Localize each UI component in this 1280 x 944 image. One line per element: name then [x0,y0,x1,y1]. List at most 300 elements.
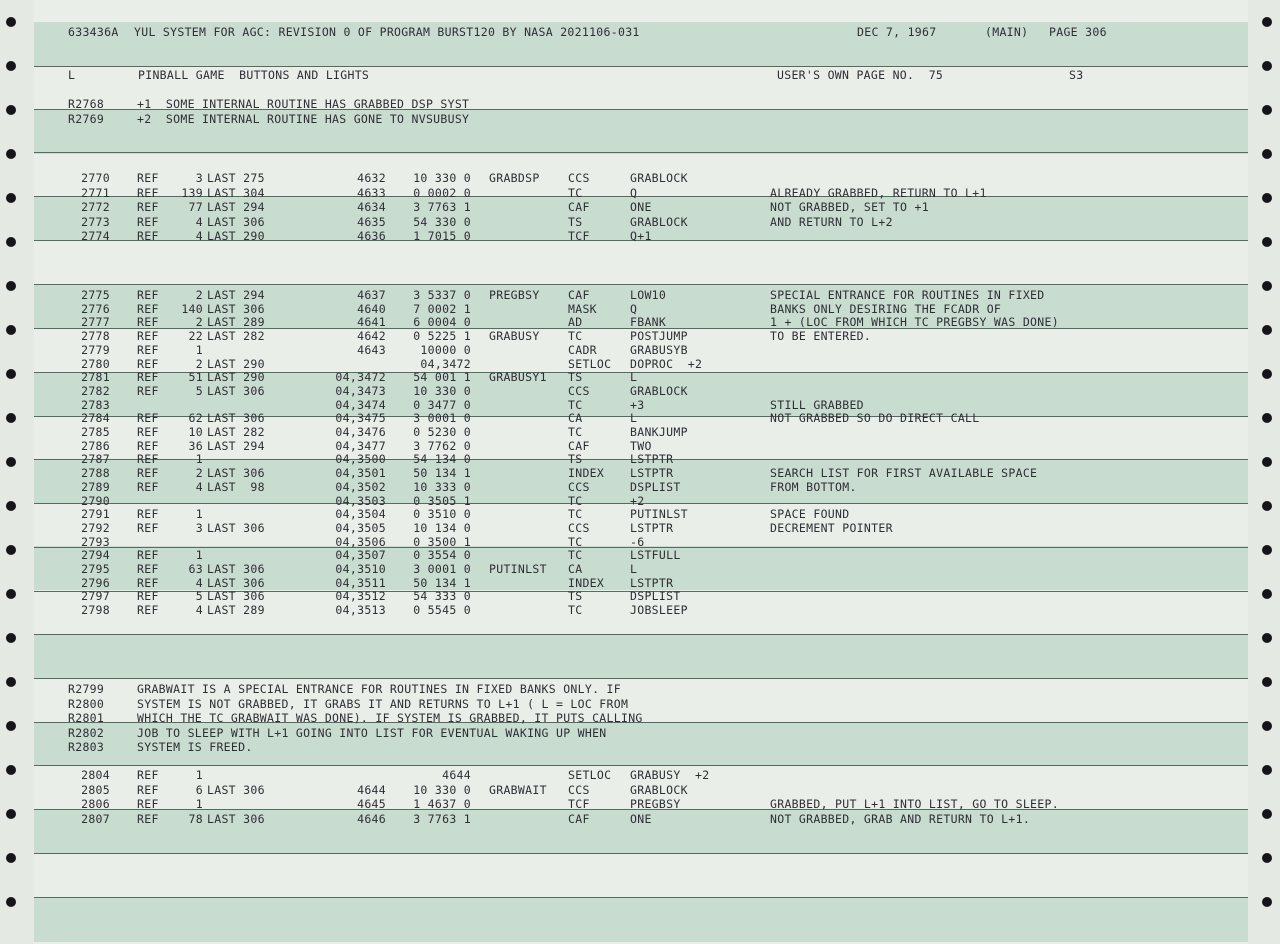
last-reference: LAST 294 [207,200,265,214]
comment: FROM BOTTOM. [770,479,857,494]
ref-count: 5 [195,383,203,398]
ref-count: 10 [188,425,203,439]
card-number: 2774 [81,229,110,243]
octal-word: 7 0002 1 [413,301,471,316]
opcode: SETLOC [568,356,612,371]
ref-keyword: REF [137,383,159,398]
memory-address: 4646 [357,811,386,826]
log-section-title: PINBALL GAME BUTTONS AND LIGHTS [138,68,370,82]
operand: ONE [630,200,652,214]
printout-rule [34,897,1248,898]
octal-word: 0 3554 0 [413,548,471,563]
ref-keyword: REF [137,229,159,243]
last-reference: LAST 290 [207,356,265,371]
listing-date: DEC 7, 1967 [857,25,937,39]
ref-count: 5 [195,589,203,604]
ref-keyword: REF [137,214,159,229]
octal-word: 54 134 0 [413,452,471,467]
memory-address: 04,3474 [335,397,386,412]
card-number: 2787 [81,452,110,467]
opcode: CA [568,562,583,576]
card-number: 2791 [81,507,110,522]
card-number: 2785 [81,425,110,439]
comment: NOT GRABBED SO DO DIRECT CALL [770,411,980,426]
ref-keyword: REF [137,200,159,214]
ref-count: 36 [188,438,203,453]
memory-address: 04,3512 [335,589,386,604]
last-reference: LAST 306 [207,466,265,481]
octal-word: 3 7763 1 [413,200,471,214]
opcode: CCS [568,782,590,797]
ref-count: 63 [188,562,203,576]
octal-word: 54 001 1 [413,370,471,385]
memory-address: 4641 [357,315,386,330]
remark-text: WHICH THE TC GRABWAIT WAS DONE). IF SYSTEM IS GRABBED, IT PUTS CALLING [137,711,643,725]
ref-keyword: REF [137,288,159,302]
tractor-feed-hole [6,325,16,335]
tractor-feed-hole [6,281,16,291]
ref-count: 51 [188,370,203,385]
card-number: 2786 [81,438,110,453]
ref-count: 4 [195,214,203,229]
operand: PUTINLST [630,507,688,522]
opcode: CCS [568,479,590,494]
last-reference: LAST 306 [207,575,265,590]
last-reference: LAST 289 [207,315,265,330]
remark-card-number: R2769 [68,111,105,126]
octal-word: 50 134 1 [413,466,471,481]
green-bar-band [34,898,1248,942]
card-number: 2772 [81,200,110,214]
tractor-feed-hole [6,809,16,819]
octal-word: 10 333 0 [413,479,471,494]
memory-address: 04,3506 [335,534,386,549]
printout-rule [34,284,1248,285]
comment: TO BE ENTERED. [770,329,872,344]
comment: 1 + (LOC FROM WHICH TC PREGBSY WAS DONE) [770,315,1059,330]
card-number: 2806 [81,797,110,811]
operand: DSPLIST [630,589,681,604]
tractor-feed-hole [1262,105,1272,115]
octal-word: 1 4637 0 [413,797,471,811]
ref-keyword: REF [137,466,159,481]
tractor-feed-hole [1262,677,1272,687]
memory-address: 4635 [357,214,386,229]
memory-address: 4643 [357,342,386,357]
tractor-feed-hole [1262,149,1272,159]
octal-word: 0 5225 1 [413,329,471,344]
ref-count: 4 [195,229,203,243]
printout-rule [34,765,1248,766]
ref-count: 139 [181,185,203,200]
last-reference: LAST 306 [207,782,265,797]
operand: GRABLOCK [630,383,688,398]
last-reference: LAST 306 [207,383,265,398]
ref-count: 22 [188,329,203,344]
operand: LSTPTR [630,575,674,590]
tractor-feed-hole [6,105,16,115]
last-reference: LAST 306 [207,562,265,576]
ref-count: 78 [188,811,203,826]
last-reference: LAST 282 [207,425,265,439]
card-number: 2776 [81,301,110,316]
memory-address: 04,3500 [335,452,386,467]
card-number: 2788 [81,466,110,481]
card-number: 2775 [81,288,110,302]
ref-keyword: REF [137,452,159,467]
opcode: SETLOC [568,768,612,782]
operand: -6 [630,534,645,549]
card-number: 2797 [81,589,110,604]
ref-count: 62 [188,411,203,426]
operand: GRABLOCK [630,214,688,229]
tractor-feed-hole [6,369,16,379]
last-reference: LAST 306 [207,411,265,426]
ref-keyword: REF [137,171,159,185]
card-number: 2773 [81,214,110,229]
opcode: CAF [568,438,590,453]
octal-word: 10 330 0 [413,782,471,797]
operand: LSTFULL [630,548,681,563]
opcode: TS [568,589,583,604]
ref-keyword: REF [137,768,159,782]
listing-page-number: PAGE 306 [1049,25,1107,39]
ref-count: 4 [195,479,203,494]
tractor-feed-hole [6,853,16,863]
card-number: 2782 [81,383,110,398]
memory-address: 4633 [357,185,386,200]
ref-count: 1 [195,768,203,782]
opcode: CCS [568,520,590,535]
memory-address: 04,3503 [335,493,386,508]
opcode: TS [568,452,583,467]
memory-address: 4642 [357,329,386,344]
octal-word: 54 330 0 [413,214,471,229]
opcode: CCS [568,171,590,185]
tractor-feed-hole [1262,193,1272,203]
operand: PREGBSY [630,797,681,811]
card-number: 2795 [81,562,110,576]
comment: DECREMENT POINTER [770,520,893,535]
octal-word: 3 7762 0 [413,438,471,453]
operand: GRABUSY +2 [630,768,710,782]
log-section-tag: L [68,68,76,82]
tractor-feed-hole [1262,61,1272,71]
operand: LSTPTR [630,466,674,481]
opcode: TC [568,329,583,344]
tractor-feed-hole [6,193,16,203]
octal-word: 0 3477 0 [413,397,471,412]
ref-keyword: REF [137,329,159,344]
comment: STILL GRABBED [770,397,864,412]
card-number: 2798 [81,603,110,618]
opcode: CAF [568,288,590,302]
tractor-feed-hole [1262,765,1272,775]
ref-count: 1 [195,797,203,811]
ref-count: 6 [195,782,203,797]
octal-word: 10 330 0 [413,171,471,185]
ref-count: 2 [195,356,203,371]
operand: BANKJUMP [630,425,688,439]
card-number: 2771 [81,185,110,200]
memory-address: 04,3501 [335,466,386,481]
card-number: 2796 [81,575,110,590]
operand: GRABLOCK [630,171,688,185]
tractor-feed-hole [1262,237,1272,247]
tractor-feed-hole [1262,369,1272,379]
ref-keyword: REF [137,589,159,604]
card-number: 2807 [81,811,110,826]
comment: BANKS ONLY DESIRING THE FCADR OF [770,301,1002,316]
opcode: TS [568,370,583,385]
operand: Q [630,185,638,200]
opcode: TC [568,603,583,618]
tractor-feed-hole [6,589,16,599]
octal-word: 04,3472 [420,356,471,371]
memory-address: 04,3502 [335,479,386,494]
opcode: TC [568,425,583,439]
operand: Q+1 [630,229,652,243]
ref-keyword: REF [137,603,159,618]
memory-address: 04,3472 [335,370,386,385]
opcode: TCF [568,229,590,243]
operand: TWO [630,438,652,453]
remark-text: +2 SOME INTERNAL ROUTINE HAS GONE TO NVSUBUSY [137,111,470,126]
card-number: 2783 [81,397,110,412]
ref-keyword: REF [137,507,159,522]
last-reference: LAST 289 [207,603,265,618]
ref-count: 1 [195,548,203,563]
remark-card-number: R2801 [68,711,105,725]
last-reference: LAST 275 [207,171,265,185]
opcode: TC [568,397,583,412]
tractor-feed-hole [1262,413,1272,423]
opcode: CAF [568,811,590,826]
tractor-feed-hole [6,545,16,555]
card-number: 2780 [81,356,110,371]
octal-word: 54 333 0 [413,589,471,604]
memory-address: 4645 [357,797,386,811]
ref-count: 3 [195,171,203,185]
last-reference: LAST 304 [207,185,265,200]
tractor-feed-hole [1262,589,1272,599]
tractor-feed-hole [6,457,16,467]
ref-count: 4 [195,603,203,618]
ref-count: 4 [195,575,203,590]
memory-address: 4632 [357,171,386,185]
memory-address: 4640 [357,301,386,316]
ref-keyword: REF [137,562,159,576]
memory-address: 4634 [357,200,386,214]
card-number: 2792 [81,520,110,535]
last-reference: LAST 306 [207,520,265,535]
comment: SEARCH LIST FOR FIRST AVAILABLE SPACE [770,466,1038,481]
last-reference: LAST 282 [207,329,265,344]
ref-keyword: REF [137,797,159,811]
ref-count: 77 [188,200,203,214]
card-number: 2777 [81,315,110,330]
memory-address: 04,3473 [335,383,386,398]
listing-section: (MAIN) [985,25,1029,39]
last-reference: LAST 306 [207,589,265,604]
ref-keyword: REF [137,370,159,385]
octal-word: 0 5545 0 [413,603,471,618]
opcode: CA [568,411,583,426]
tractor-feed-hole [6,765,16,775]
tractor-feed-hole [6,149,16,159]
last-reference: LAST 294 [207,288,265,302]
remark-card-number: R2799 [68,682,105,696]
remark-text: GRABWAIT IS A SPECIAL ENTRANCE FOR ROUTINES IN FIXED BANKS ONLY. IF [137,682,621,696]
comment: AND RETURN TO L+2 [770,214,893,229]
opcode: TCF [568,797,590,811]
operand: Q [630,301,638,316]
ref-count: 3 [195,520,203,535]
opcode: MASK [568,301,597,316]
symbol-label: GRABWAIT [489,782,547,797]
tractor-feed-hole [6,633,16,643]
memory-address: 04,3475 [335,411,386,426]
opcode: AD [568,315,583,330]
operand: FBANK [630,315,667,330]
octal-word: 0 3505 1 [413,493,471,508]
ref-count: 1 [195,452,203,467]
tractor-feed-hole [6,721,16,731]
memory-address: 04,3476 [335,425,386,439]
tractor-feed-hole [1262,325,1272,335]
symbol-label: GRABUSY1 [489,370,547,385]
operand: POSTJUMP [630,329,688,344]
printout-rule [34,634,1248,635]
octal-word: 10 134 0 [413,520,471,535]
ref-keyword: REF [137,342,159,357]
last-reference: LAST 290 [207,229,265,243]
operand: DOPROC +2 [630,356,703,371]
operand: L [630,370,638,385]
opcode: TC [568,493,583,508]
tractor-feed-hole [1262,809,1272,819]
tractor-feed-hole [1262,501,1272,511]
ref-count: 140 [181,301,203,316]
remark-card-number: R2768 [68,97,105,111]
last-reference: LAST 98 [207,479,265,494]
listing-id: 633436A [68,25,119,39]
ref-keyword: REF [137,479,159,494]
ref-keyword: REF [137,575,159,590]
opcode: TC [568,534,583,549]
memory-address: 04,3511 [335,575,386,590]
operand: LOW10 [630,288,667,302]
memory-address: 4637 [357,288,386,302]
opcode: CAF [568,200,590,214]
card-number: 2779 [81,342,110,357]
printout-rule [34,853,1248,854]
tractor-feed-hole [1262,17,1272,27]
octal-word: 0 3510 0 [413,507,471,522]
opcode: CADR [568,342,597,357]
symbol-label: PUTINLST [489,562,547,576]
comment: ALREADY GRABBED, RETURN TO L+1 [770,185,987,200]
last-reference: LAST 306 [207,811,265,826]
octal-word: 4644 [442,768,471,782]
tractor-feed-hole [1262,281,1272,291]
operand: GRABUSYB [630,342,688,357]
comment: SPACE FOUND [770,507,850,522]
listing-title: YUL SYSTEM FOR AGC: REVISION 0 OF PROGRAM BURST120 BY NASA 2021106-031 [134,25,640,39]
tractor-feed-hole [6,501,16,511]
symbol-label: PREGBSY [489,288,540,302]
octal-word: 50 134 1 [413,575,471,590]
tractor-feed-hole [6,237,16,247]
comment: GRABBED, PUT L+1 INTO LIST, GO TO SLEEP. [770,797,1059,811]
symbol-label: GRABDSP [489,171,540,185]
octal-word: 0 5230 0 [413,425,471,439]
card-number: 2778 [81,329,110,344]
ref-keyword: REF [137,356,159,371]
opcode: TC [568,507,583,522]
ref-keyword: REF [137,782,159,797]
octal-word: 3 0001 0 [413,562,471,576]
comment: NOT GRABBED, GRAB AND RETURN TO L+1. [770,811,1031,826]
opcode: TC [568,185,583,200]
last-reference: LAST 306 [207,214,265,229]
operand: LSTPTR [630,520,674,535]
octal-word: 0 3500 1 [413,534,471,549]
memory-address: 04,3477 [335,438,386,453]
operand: JOBSLEEP [630,603,688,618]
log-section-code: S3 [1069,68,1084,82]
printout-rule [34,152,1248,153]
last-reference: LAST 290 [207,370,265,385]
operand: GRABLOCK [630,782,688,797]
printout-rule [34,678,1248,679]
card-number: 2789 [81,479,110,494]
ref-keyword: REF [137,438,159,453]
operand: L [630,411,638,426]
ref-count: 2 [195,315,203,330]
memory-address: 04,3510 [335,562,386,576]
tractor-feed-hole [6,413,16,423]
octal-word: 6 0004 0 [413,315,471,330]
tractor-feed-hole [1262,545,1272,555]
card-number: 2794 [81,548,110,563]
octal-word: 3 0001 0 [413,411,471,426]
card-number: 2804 [81,768,110,782]
octal-word: 3 5337 0 [413,288,471,302]
tractor-feed-hole [1262,721,1272,731]
memory-address: 04,3504 [335,507,386,522]
memory-address: 04,3505 [335,520,386,535]
opcode: TS [568,214,583,229]
remark-card-number: R2802 [68,725,105,740]
card-number: 2784 [81,411,110,426]
tractor-feed-hole [6,897,16,907]
card-number: 2770 [81,171,110,185]
tractor-feed-hole [6,61,16,71]
ref-keyword: REF [137,411,159,426]
comment: NOT GRABBED, SET TO +1 [770,200,929,214]
memory-address: 04,3507 [335,548,386,563]
memory-address: 4636 [357,229,386,243]
card-number: 2793 [81,534,110,549]
ref-count: 1 [195,342,203,357]
ref-keyword: REF [137,425,159,439]
remark-text: SYSTEM IS FREED. [137,740,253,754]
ref-count: 2 [195,288,203,302]
operand: LSTPTR [630,452,674,467]
opcode: INDEX [568,466,605,481]
octal-word: 1 7015 0 [413,229,471,243]
